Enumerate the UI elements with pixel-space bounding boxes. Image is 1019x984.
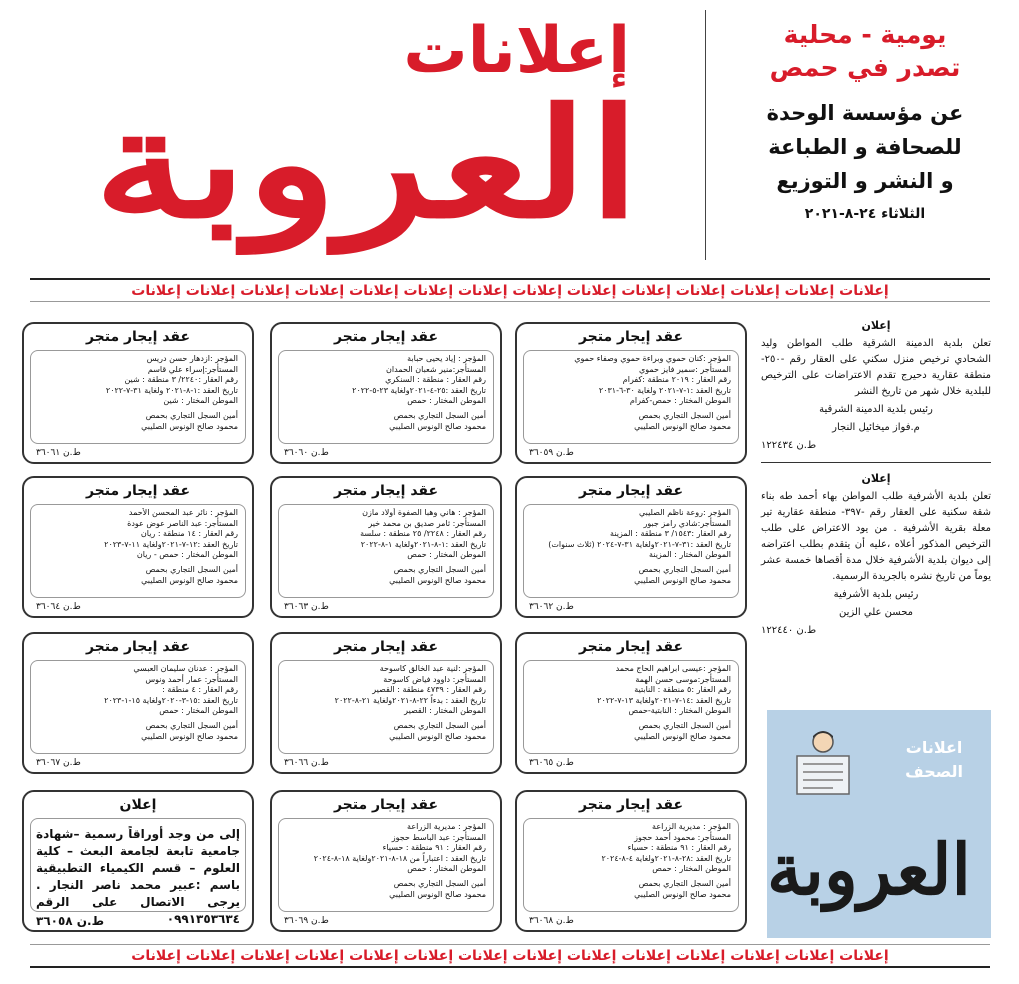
box-content — [34, 354, 238, 432]
box-title: عقد إيجار متجر — [85, 639, 191, 655]
box-number: ط.ن ٣٦٠٦٠ — [284, 448, 329, 458]
rental-contract-box — [515, 790, 747, 932]
box-signer-name: محمود صالح الونوس الصليبي — [389, 731, 486, 741]
box-line: تاريخ العقد :٢٥-٤-٢٠٢١ولغاية ٢٣-٥-٢٠٢٢ — [352, 385, 486, 395]
box-line: المستأجر:منير شعبان الحمدان — [386, 364, 486, 374]
box-content — [34, 508, 238, 586]
notice-body: تعلن بلدية الدمينة الشرقية طلب المواطن وليد الشحادي ترخيص منزل سكني على العقار رقم -٢٥٠- منطقة عقارية دحيرج تقدم الاعتراضات على الترخيص للبلدية خلال شهر من تاريخ النشر — [761, 338, 991, 397]
rental-contract-box — [515, 476, 747, 618]
box-line: المؤجر : هاني وهبا الصفوة أولاد مازن — [362, 508, 486, 517]
notice-body: تعلن بلدية الأشرفية طلب المواطن بهاء أحمد طه بناء شقة سكنية على العقار رقم -٣٩٧- منطقة عقارية تير معلة بقرية الأشرفية . من يود الاعتراض على طلب الترخيص المذكور أعلاه ،عليه أن يتقدم بطلب اعتراضه إلى ديوان بلدية الأشرفية خلال مدة أقصاها خمسة عشر يوماً من تاريخ نشره بالجريدة الرسمية. — [761, 491, 991, 582]
box-line: المؤجر :ازدهار حسن دريس — [146, 354, 238, 363]
masthead — [20, 10, 1000, 270]
box-signer-title: أمين السجل التجاري بحمص — [638, 878, 731, 888]
ads-strip-top: إعلانات إعلانات إعلانات إعلانات إعلانات إعلانات إعلانات إعلانات إعلانات إعلانات إعلانات إعلانات إعلانات إعلانات — [30, 278, 990, 302]
box-line: رقم العقار : ٢٠١٩ منطقة :كفرام — [622, 375, 731, 385]
box-title: عقد إيجار متجر — [578, 797, 684, 813]
box-line: الموطن المختار : القصير — [404, 706, 486, 716]
box-content — [527, 664, 731, 742]
box-line: رقم العقار :٢٢٤٠/ ٣ منطقة : شين — [124, 375, 238, 385]
box-line: المؤجر :عيسى ابراهيم الحاج محمد — [615, 664, 731, 673]
box-line: المؤجر :روعة ناظم الصليبي — [639, 508, 731, 517]
institution-line: للصحافة و الطباعة — [768, 135, 962, 159]
box-line: الموطن المختار : حمص — [407, 864, 486, 874]
box-line: المؤجر : نائر عبد المحسن الأحمد — [128, 508, 238, 517]
box-signer-name: محمود صالح الونوس الصليبي — [141, 575, 238, 585]
box-line: المؤجر :كنان حموي وبراءة حموي وصفاء حموي — [574, 354, 731, 363]
box-signer-title: أمين السجل التجاري بحمص — [145, 410, 238, 420]
notice-title: إعلان — [861, 472, 891, 485]
box-line: تاريخ العقد :٢٨-٨-٢٠٢١ولغاية ٤-٨-٢٠٢٤ — [601, 853, 731, 863]
box-line: الموطن المختار : حمص — [159, 706, 238, 716]
box-line: تاريخ العقد :١٤-٧-٢٠٢١ولغاية ١٣-٧-٢٠٢٢ — [597, 695, 731, 705]
box-line: رقم العقار : ٩١ منطقة : حسياء — [382, 843, 486, 853]
box-signer-title: أمين السجل التجاري بحمص — [393, 878, 486, 888]
box-line: رقم العقار : ٢٢٤٨/ ٢٥ منطقة : سلسة — [360, 529, 486, 539]
box-title: عقد إيجار متجر — [85, 329, 191, 345]
box-signer-title: أمين السجل التجاري بحمص — [393, 410, 486, 420]
notice — [761, 471, 991, 639]
box-signer-name: محمود صالح الونوس الصليبي — [389, 889, 486, 899]
rental-contract-box — [22, 322, 254, 464]
box-title: عقد إيجار متجر — [85, 483, 191, 499]
box-signer-title: أمين السجل التجاري بحمص — [145, 564, 238, 574]
box-title: عقد إيجار متجر — [578, 329, 684, 345]
box-signer-title: أمين السجل التجاري بحمص — [393, 564, 486, 574]
rental-contract-box — [515, 632, 747, 774]
box-line: المؤجر :لنية عبد الخالق كاسوحة — [379, 664, 486, 673]
masthead-divider — [705, 10, 706, 260]
box-content — [282, 822, 486, 900]
box-line: تاريخ العقد : بدءاً ٢٢-٨-٢٠٢١ولغاية ٢١-٨-٢٠٢٢ — [334, 695, 486, 705]
notice-divider — [761, 462, 991, 463]
box-line: الموطن المختار : حمص-كفرام — [629, 396, 731, 406]
box-line: المستأجر:شادي رامز جبور — [643, 518, 731, 528]
issue-date: الثلاثاء ٢٤-٨-٢٠٢١ — [804, 206, 926, 222]
promo-label — [905, 736, 963, 784]
institution-line: و النشر و التوزيع — [776, 169, 954, 193]
notice-signer-title: رئيس بلدية الدمينة الشرقية — [819, 404, 933, 415]
box-line: المستأجر:إسراء علي قاسم — [147, 364, 238, 374]
rental-contract-box — [515, 322, 747, 464]
box-signer-name: محمود صالح الونوس الصليبي — [389, 575, 486, 585]
notice-title: إعلان — [861, 319, 891, 332]
box-line: الموطن المختار : حمص — [407, 396, 486, 406]
box-number: ط.ن ٣٦٠٦٦ — [284, 758, 329, 768]
box-line: الموطن المختار : شين — [163, 396, 238, 406]
brand-name: العروبة — [93, 76, 640, 252]
box-signer-title: أمين السجل التجاري بحمص — [145, 720, 238, 730]
box-line: تاريخ العقد :١-٨-٢٠٢١ولغاية ١-٨-٢٠٢٢ — [360, 539, 486, 549]
box-signer-name: محمود صالح الونوس الصليبي — [141, 421, 238, 431]
box-line: الموطن المختار : حمص — [407, 550, 486, 560]
box-signer-name: محمود صالح الونوس الصليبي — [634, 421, 731, 431]
daily-local-label: يومية - محلية — [783, 20, 947, 49]
box-line: المؤجر : عدنان سليمان العبسي — [133, 664, 238, 673]
notice-signer-name: محسن علي الزين — [838, 607, 914, 618]
box-signer-name: محمود صالح الونوس الصليبي — [634, 889, 731, 899]
institution-line: عن مؤسسة الوحدة — [766, 101, 964, 125]
box-line: رقم العقار : ٩١ منطقة : حسياء — [627, 843, 731, 853]
box-line: المؤجر : إياد يحيى حبابة — [407, 354, 486, 363]
box-line: المستأجر: عبد الباسط حجوز — [391, 832, 486, 842]
notice-number: ط.ن ١٢٢٤٤٠ — [761, 625, 817, 636]
ad-body: إلى من وجد أوراقاً رسمية –شهادة جامعية تابعة لجامعة البعث – كلية العلوم – قسم الكيمياء التطبيقية باسم :عبير محمد ناصر النجار . يرجى الاتصال على الرقم ٠٩٩١٣٥٣٦٣٤ — [36, 827, 240, 926]
rental-contract-box — [270, 632, 502, 774]
box-title: عقد إيجار متجر — [578, 639, 684, 655]
box-line: المستأجر: داوود فياض كاسوحة — [383, 674, 486, 684]
box-title: عقد إيجار متجر — [333, 797, 439, 813]
box-content — [282, 664, 486, 742]
box-content — [527, 354, 731, 432]
box-signer-name: محمود صالح الونوس الصليبي — [634, 575, 731, 585]
box-line: المستأجر: ثامر صديق بن محمد خير — [368, 518, 486, 528]
box-number: ط.ن ٣٦٠٦٨ — [529, 916, 574, 926]
notice-signer-title: رئيس بلدية الأشرفية — [833, 589, 919, 600]
rental-contract-box — [270, 322, 502, 464]
box-number: ط.ن ٣٦٠٦٥ — [529, 758, 574, 768]
box-line: الموطن المختار : حمص — [652, 864, 731, 874]
rental-contract-box — [22, 476, 254, 618]
notice-signer-name: م.فواز ميخائيل النجار — [832, 422, 920, 433]
box-line: المستأجر: عبد الناصر عوض عودة — [127, 518, 238, 528]
box-line: المستأجر:موسى حسن الهمة — [635, 674, 731, 684]
box-line: رقم العقار : ٤٧٣٩ منطقة : القصير — [372, 685, 486, 695]
box-line: رقم العقار : منطقة : السنكري — [385, 375, 486, 385]
box-title: عقد إيجار متجر — [578, 483, 684, 499]
box-number: ط.ن ٣٦٠٥٩ — [529, 448, 574, 458]
ads-heading: إعلانات — [403, 14, 630, 88]
box-signer-title: أمين السجل التجاري بحمص — [638, 720, 731, 730]
box-number: ط.ن ٣٦٠٦٢ — [529, 602, 574, 612]
box-title: عقد إيجار متجر — [333, 639, 439, 655]
box-line: تاريخ العقد :٣١-٧-٢٠٢١ولغاية ٣١-٧-٢٠٢٤ (ثلاث سنوات) — [548, 539, 731, 549]
masthead-info — [730, 18, 1000, 222]
box-line: الموطن المختار : حمص - ريان — [136, 550, 238, 560]
box-number: ط.ن ٣٦٠٦١ — [36, 448, 81, 458]
box-signer-title: أمين السجل التجاري بحمص — [638, 564, 731, 574]
box-number: ط.ن ٣٦٠٦٣ — [284, 602, 329, 612]
box-number: ط.ن ٣٦٠٦٩ — [284, 916, 329, 926]
box-line: المؤجر : مديرية الزراعة — [652, 822, 731, 831]
box-number: ط.ن ٣٦٠٦٧ — [36, 758, 81, 768]
box-line: رقم العقار : ١٤ منطقة : ريان — [140, 529, 238, 539]
reader-icon — [793, 728, 853, 798]
box-title: إعلان — [119, 797, 157, 813]
box-line: تاريخ العقد :١-٧-٢٠٢١ ولغاية ٣٠-٦-٢٠٣١ — [598, 385, 731, 395]
promo-label-line: الصحف — [905, 762, 963, 781]
box-signer-title: أمين السجل التجاري بحمص — [393, 720, 486, 730]
box-signer-title: أمين السجل التجاري بحمص — [638, 410, 731, 420]
rental-contract-box — [270, 476, 502, 618]
box-title: عقد إيجار متجر — [333, 329, 439, 345]
box-content — [527, 508, 731, 586]
box-signer-name: محمود صالح الونوس الصليبي — [141, 731, 238, 741]
newspaper-logo — [20, 10, 690, 265]
promo-label-line: اعلانات — [905, 738, 963, 757]
box-signer-name: محمود صالح الونوس الصليبي — [634, 731, 731, 741]
box-line: الموطن المختار : المزينة — [649, 550, 731, 560]
box-title: عقد إيجار متجر — [333, 483, 439, 499]
box-line: رقم العقار :١٥٤٣/ ٣ منطقة : المزينة — [610, 529, 731, 539]
box-line: المستأجر :سمير فايز حموي — [639, 364, 731, 374]
box-signer-name: محمود صالح الونوس الصليبي — [389, 421, 486, 431]
box-line: تاريخ العقد :١-٨-٢٠٢١ ولغاية ٣١-٧-٢٠٢٢ — [105, 385, 238, 395]
box-line: تاريخ العقد :١٥-٣-٢٠٢٠ولغاية ١٥-١-٢٠٢٣ — [104, 695, 238, 705]
box-content — [282, 508, 486, 586]
box-line: رقم العقار :٥ منطقة : النابتية — [634, 685, 731, 695]
box-line: تاريخ العقد :١٢-٧-٢٠٢١ولغاية ١١-٧-٢٠٢٣ — [104, 539, 238, 549]
rental-contract-box — [22, 632, 254, 774]
notice — [761, 318, 991, 454]
box-line: المؤجر : مديرية الزراعة — [407, 822, 486, 831]
box-number: ط.ن ٣٦٠٥٨ — [36, 914, 105, 928]
promo-image — [767, 710, 991, 938]
box-line: الموطن المختار : النابتية-حمص — [628, 706, 731, 716]
ads-strip-bottom: إعلانات إعلانات إعلانات إعلانات إعلانات إعلانات إعلانات إعلانات إعلانات إعلانات إعلانات إعلانات إعلانات إعلانات — [30, 944, 990, 968]
notices-column — [761, 318, 991, 639]
box-line: المستأجر: محمود أحمد حجوز — [634, 832, 731, 842]
box-content — [34, 664, 238, 742]
box-content — [282, 354, 486, 432]
box-line: تاريخ العقد : اعتباراً من ١٨-٨-٢٠٢١ولغاية ١٨-٨-٢٠٢٤ — [313, 853, 486, 863]
promo-brand: العروبة — [767, 828, 971, 911]
box-number: ط.ن ٣٦٠٦٤ — [36, 602, 81, 612]
box-line: المستأجر: عمار أحمد ونوس — [145, 674, 238, 684]
city-label: تصدر في حمص — [769, 53, 961, 82]
box-line: رقم العقار : ٤ منطقة : — [162, 685, 238, 695]
lost-documents-ad-box — [22, 790, 254, 932]
notice-number: ط.ن ١٢٢٤٣٤ — [761, 440, 817, 451]
box-content — [527, 822, 731, 900]
rental-contract-box — [270, 790, 502, 932]
